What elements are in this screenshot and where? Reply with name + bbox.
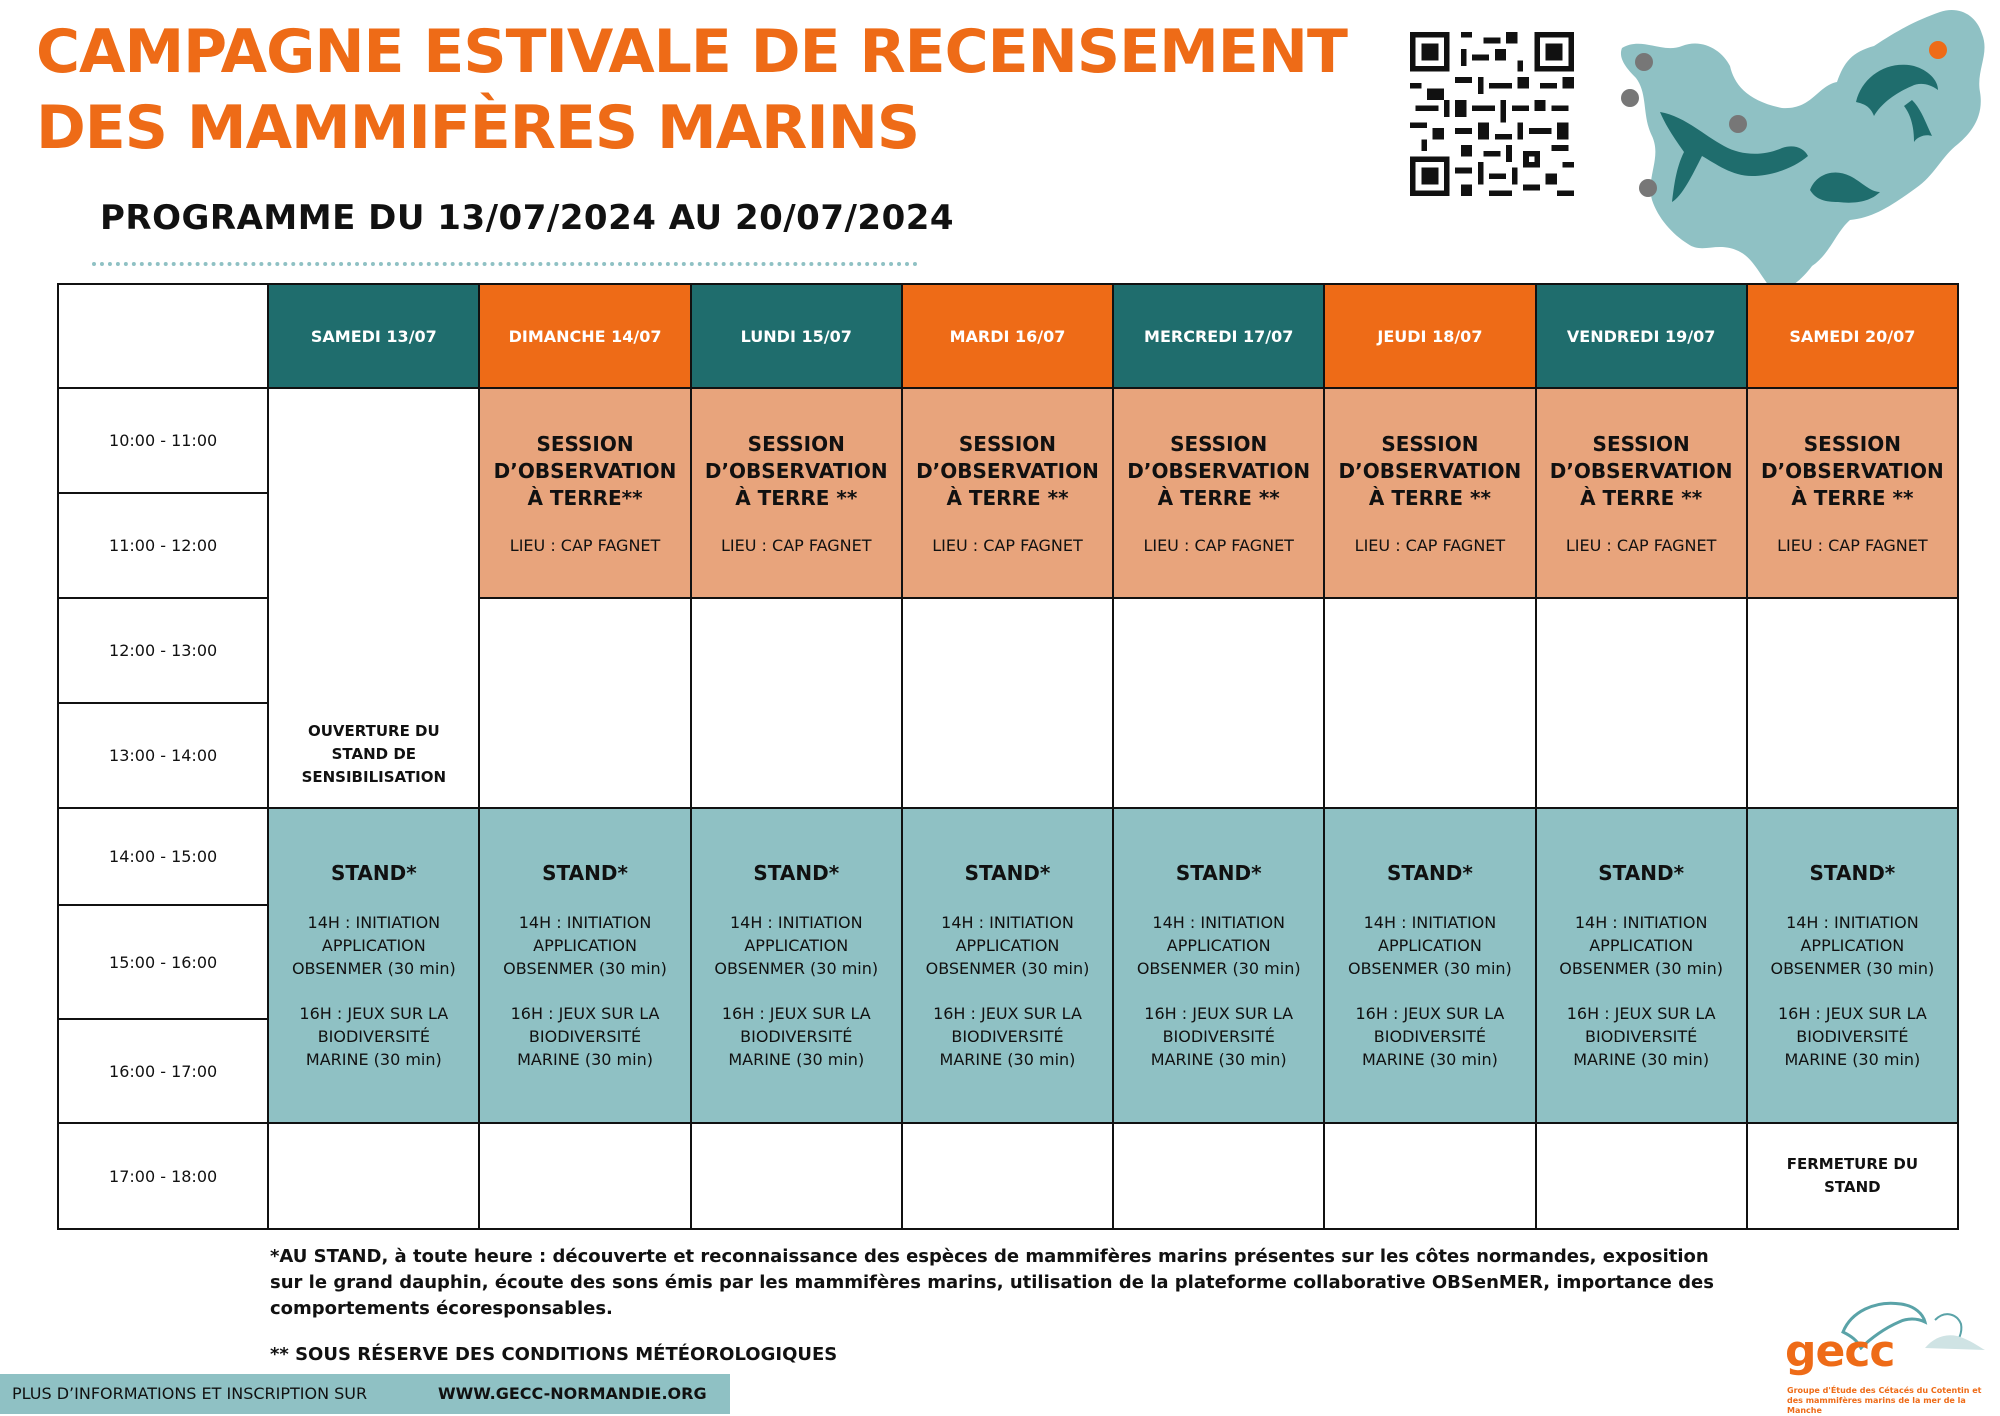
stand-cell: [902, 808, 1113, 1123]
website-link[interactable]: WWW.GECC-NORMANDIE.ORG: [438, 1384, 707, 1403]
stand-activity: 16H : JEUX SUR LA: [933, 1003, 1082, 1023]
time-slot: 17:00 - 18:00: [58, 1123, 268, 1229]
empty-cell: [1747, 598, 1958, 808]
session-title: SESSION: [1592, 432, 1690, 456]
dotted-divider: [92, 262, 918, 266]
footer-label: PLUS D’INFORMATIONS ET INSCRIPTION SUR: [12, 1384, 368, 1403]
title-line-1: CAMPAGNE ESTIVALE DE RECENSEMENT: [36, 17, 1347, 87]
stand-cell: [1747, 808, 1958, 1123]
stand-activity: 16H : JEUX SUR LA: [299, 1003, 449, 1023]
stand-activity: 16H : JEUX SUR LA: [721, 1003, 871, 1023]
session-place: LIEU : CAP FAGNET: [932, 536, 1083, 555]
closing-cell: [1747, 1123, 1958, 1229]
time-slot: 14:00 - 15:00: [58, 808, 268, 905]
stand-activity: APPLICATION: [1166, 935, 1271, 955]
session-title: D’OBSERVATION: [1760, 459, 1944, 483]
empty-cell: [268, 1123, 479, 1229]
stand-activity: OBSENMER (30 min): [1770, 958, 1935, 978]
notes-section: [270, 1244, 1740, 1365]
logo-wordmark: gecc: [1785, 1326, 1895, 1377]
observation-session-cell: [1324, 388, 1535, 598]
stand-activity: BIODIVERSITÉ: [528, 1026, 642, 1046]
stand-activity: MARINE (30 min): [1573, 1049, 1710, 1069]
stand-activity: 16H : JEUX SUR LA: [510, 1003, 660, 1023]
stand-activity: 14H : INITIATION: [518, 912, 652, 932]
session-title: D’OBSERVATION: [493, 459, 677, 483]
weather-note: ** SOUS RÉSERVE DES CONDITIONS MÉTÉOROLOGIQUES: [270, 1344, 838, 1365]
stand-activity: OBSENMER (30 min): [1559, 958, 1724, 978]
empty-cell: [1113, 1123, 1324, 1229]
opening-line: SENSIBILISATION: [301, 768, 447, 786]
stand-note: *AU STAND, à toute heure : découverte et reconnaissance des espèces de mammifères marins présentes sur les côtes normandes, exposition sur le grand dauphin, écoute des sons émis par les mammifères marins, utilisation de la plateforme collaborative OBSenMER, importance des comportements écoresponsables.: [270, 1246, 1714, 1319]
stand-activity: BIODIVERSITÉ: [1162, 1026, 1275, 1046]
session-place: LIEU : CAP FAGNET: [1354, 536, 1506, 555]
stand-activity: MARINE (30 min): [305, 1049, 442, 1069]
stand-title: STAND*: [1175, 860, 1262, 885]
stand-cell: [691, 808, 902, 1123]
session-title: SESSION: [958, 432, 1057, 456]
stand-activity: 14H : INITIATION: [307, 912, 441, 932]
empty-cell: [479, 598, 690, 808]
day-header: SAMEDI 20/07: [1747, 284, 1958, 388]
time-slot: 10:00 - 11:00: [58, 388, 268, 493]
stand-title: STAND*: [1387, 860, 1473, 885]
session-title: À TERRE**: [527, 486, 643, 510]
session-title: D’OBSERVATION: [916, 459, 1099, 483]
empty-cell: [1536, 1123, 1747, 1229]
stand-activity: APPLICATION: [1589, 935, 1694, 955]
session-title: SESSION: [1170, 432, 1268, 456]
session-place: LIEU : CAP FAGNET: [1565, 536, 1717, 555]
stand-activity: MARINE (30 min): [1150, 1049, 1287, 1069]
stand-activity: MARINE (30 min): [728, 1049, 865, 1069]
time-row: [58, 808, 1958, 905]
stand-cell: [1324, 808, 1535, 1123]
footer-bar: [0, 1374, 730, 1414]
session-title: À TERRE **: [1791, 486, 1914, 510]
stand-activity: MARINE (30 min): [517, 1049, 653, 1069]
stand-activity: APPLICATION: [533, 935, 637, 955]
stand-activity: OBSENMER (30 min): [714, 958, 879, 978]
stand-title: STAND*: [330, 860, 417, 885]
observation-session-cell: [691, 388, 902, 598]
empty-cell: [1324, 1123, 1535, 1229]
stand-activity: APPLICATION: [321, 935, 426, 955]
session-title: À TERRE **: [1580, 486, 1703, 510]
closing-line: STAND: [1824, 1178, 1881, 1196]
stand-activity: 14H : INITIATION: [1152, 912, 1285, 932]
observation-session-cell: [1747, 388, 1958, 598]
session-title: SESSION: [1381, 432, 1479, 456]
stand-cell: [1536, 808, 1747, 1123]
stand-activity: 16H : JEUX SUR LA: [1355, 1003, 1505, 1023]
empty-cell: [691, 598, 902, 808]
logo-subtitle: Groupe d'Étude des Cétacés du Cotentin et des mammifères marins de la mer de la Manche: [1787, 1386, 1982, 1415]
stand-activity: 14H : INITIATION: [1574, 912, 1708, 932]
stand-activity: OBSENMER (30 min): [503, 958, 667, 978]
empty-cell: [902, 1123, 1113, 1229]
stand-activity: OBSENMER (30 min): [1136, 958, 1301, 978]
stand-activity: MARINE (30 min): [1361, 1049, 1498, 1069]
session-place: LIEU : CAP FAGNET: [721, 536, 872, 555]
day-header: MARDI 16/07: [902, 284, 1113, 388]
stand-title: STAND*: [753, 860, 840, 885]
day-header: JEUDI 18/07: [1324, 284, 1535, 388]
stand-cell: [268, 808, 479, 1123]
title-line-2: DES MAMMIFÈRES MARINS: [36, 93, 920, 163]
stand-activity: 16H : JEUX SUR LA: [1144, 1003, 1294, 1023]
day-header: LUNDI 15/07: [691, 284, 902, 388]
time-row: [58, 388, 1958, 493]
day-header: SAMEDI 13/07: [268, 284, 479, 388]
day-header: MERCREDI 17/07: [1113, 284, 1324, 388]
stand-activity: 14H : INITIATION: [1786, 912, 1919, 932]
stand-activity: OBSENMER (30 min): [1348, 958, 1512, 978]
program-dates-subtitle: PROGRAMME DU 13/07/2024 AU 20/07/2024: [100, 198, 955, 238]
opening-line: OUVERTURE DU: [307, 722, 440, 740]
empty-cell: [1536, 598, 1747, 808]
stand-cell: [1113, 808, 1324, 1123]
day-header-row: [58, 284, 1958, 388]
time-slot: 15:00 - 16:00: [58, 905, 268, 1019]
session-place: LIEU : CAP FAGNET: [1777, 536, 1928, 555]
session-title: À TERRE **: [946, 486, 1069, 510]
stand-activity: MARINE (30 min): [939, 1049, 1076, 1069]
stand-cell: [479, 808, 690, 1123]
stand-activity: BIODIVERSITÉ: [951, 1026, 1064, 1046]
normandy-map-icon: [1612, 6, 1992, 296]
empty-cell: [479, 1123, 690, 1229]
stand-activity: 14H : INITIATION: [1363, 912, 1497, 932]
stand-activity: BIODIVERSITÉ: [1373, 1026, 1487, 1046]
stand-title: STAND*: [542, 860, 628, 885]
empty-cell: [1324, 598, 1535, 808]
observation-session-cell: [1536, 388, 1747, 598]
stand-activity: 14H : INITIATION: [729, 912, 863, 932]
stand-activity: 14H : INITIATION: [941, 912, 1074, 932]
stand-activity: BIODIVERSITÉ: [1585, 1026, 1698, 1046]
observation-session-cell: [1113, 388, 1324, 598]
observation-session-cell: [902, 388, 1113, 598]
session-title: SESSION: [536, 432, 634, 456]
opening-line: STAND DE: [331, 745, 417, 763]
empty-cell: [691, 1123, 902, 1229]
session-title: À TERRE **: [735, 486, 858, 510]
time-slot: 12:00 - 13:00: [58, 598, 268, 703]
day-header: VENDREDI 19/07: [1536, 284, 1747, 388]
observation-session-cell: [479, 388, 690, 598]
stand-activity: APPLICATION: [1800, 935, 1905, 955]
stand-activity: 16H : JEUX SUR LA: [1777, 1003, 1927, 1023]
opening-cell: [268, 388, 479, 808]
session-title: SESSION: [747, 432, 845, 456]
stand-activity: APPLICATION: [1378, 935, 1482, 955]
stand-title: STAND*: [1598, 860, 1685, 885]
page-title: [36, 14, 1347, 166]
qr-code-icon[interactable]: [1410, 32, 1574, 196]
session-title: D’OBSERVATION: [1338, 459, 1522, 483]
schedule-table: [57, 283, 1959, 1230]
corner-cell: [58, 284, 268, 388]
stand-activity: 16H : JEUX SUR LA: [1566, 1003, 1716, 1023]
session-title: À TERRE **: [1157, 486, 1280, 510]
empty-cell: [1113, 598, 1324, 808]
empty-cell: [902, 598, 1113, 808]
day-header: DIMANCHE 14/07: [479, 284, 690, 388]
session-place: LIEU : CAP FAGNET: [509, 536, 661, 555]
session-place: LIEU : CAP FAGNET: [1143, 536, 1294, 555]
closing-line: FERMETURE DU: [1786, 1155, 1919, 1173]
stand-activity: BIODIVERSITÉ: [1796, 1026, 1909, 1046]
stand-title: STAND*: [964, 860, 1051, 885]
stand-activity: APPLICATION: [744, 935, 849, 955]
stand-activity: BIODIVERSITÉ: [317, 1026, 430, 1046]
session-title: SESSION: [1803, 432, 1901, 456]
stand-activity: APPLICATION: [955, 935, 1060, 955]
time-slot: 11:00 - 12:00: [58, 493, 268, 598]
stand-activity: OBSENMER (30 min): [925, 958, 1090, 978]
time-slot: 16:00 - 17:00: [58, 1019, 268, 1123]
time-row: [58, 1123, 1958, 1229]
session-title: D’OBSERVATION: [1127, 459, 1311, 483]
session-title: À TERRE **: [1368, 486, 1491, 510]
gecc-logo-icon: [1785, 1290, 1990, 1415]
stand-activity: MARINE (30 min): [1784, 1049, 1921, 1069]
stand-title: STAND*: [1809, 860, 1896, 885]
stand-activity: BIODIVERSITÉ: [740, 1026, 853, 1046]
stand-activity: OBSENMER (30 min): [291, 958, 456, 978]
session-title: D’OBSERVATION: [1549, 459, 1733, 483]
session-title: D’OBSERVATION: [704, 459, 888, 483]
time-slot: 13:00 - 14:00: [58, 703, 268, 808]
